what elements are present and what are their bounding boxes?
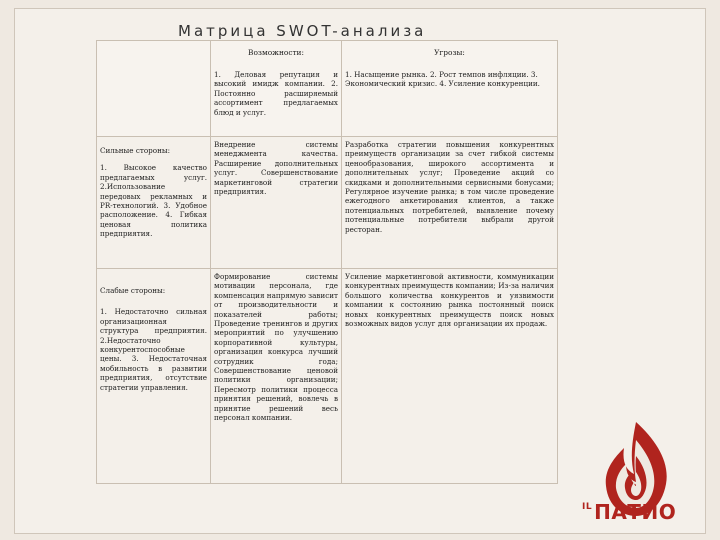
threats-list: 1. Насыщение рынка. 2. Рост темпов инфляции. 3. Экономический кризис. 4. Усиление конкуренции. [345, 70, 540, 89]
strengths-heading: Сильные стороны: [100, 146, 171, 155]
logo-prefix: IL [582, 502, 593, 512]
table-border [96, 483, 558, 484]
opportunities-header: Возможности: [248, 48, 304, 57]
opportunities-list: 1. Деловая репутация и высокий имидж компании. 2. Постоянно расширяемый ассортимент предлагаемых блюд и услуг. [214, 70, 338, 117]
swot-table [96, 40, 558, 484]
logo-name: ПАТИО [594, 500, 677, 524]
so-strategies: Внедрение системы менеджмента качества. Расширение дополнительных услуг. Совершенствование маркетинговой стратегии предприятия. [214, 140, 338, 197]
logo-wordmark [582, 500, 692, 524]
strengths-cell [97, 140, 210, 266]
table-border [557, 40, 558, 484]
weaknesses-cell [97, 274, 210, 480]
weaknesses-text: 1. Недостаточно сильная организационная структура предприятия. 2.Недостаточно конкурентоспособные цены. 3. Недостаточная мобильность в развитии предприятия, отсутствие стратегии управления. [100, 307, 207, 392]
strengths-text: 1. Высокое качество предлагаемых услуг. 2.Использование передовых рекламных и PR-технологий. 3. Удобное расположение. 4. Гибкая ценовая политика предприятия. [100, 163, 207, 239]
st-strategies: Разработка стратегии повышения конкурентных преимуществ организации за счет гибкой системы ценообразования, широкого ассортимента и дополнительных услуг; Проведение акций со скидками и дополнительными сервисными бонусами; Регулярное изучение рынка; в том числе проведение ежегодного анкетирования клиентов, а также потенциальных потребителей, выявление почему потенциальные потребители выбрали другой ресторан. [345, 140, 554, 234]
table-border [96, 40, 558, 41]
threats-header: Угрозы: [434, 48, 465, 57]
row-divider [96, 136, 558, 137]
wt-strategies: Усиление маркетинговой активности, коммуникации конкурентных преимуществ компании; Из-за наличия большого количества конкурентов и уязвимости компании к состоянию рынка постоянный поиск новых конкурентных преимуществ поиск новых возможных видов услуг для организации их продаж. [345, 272, 554, 329]
row-divider [96, 268, 558, 269]
weaknesses-heading: Слабые стороны: [100, 286, 166, 295]
wo-strategies: Формирование системы мотивации персонала, где компенсация напрямую зависит от производительности и показателей работы; Проведение тренингов и других мероприятий по улучшению корпоративной культуры, организация конкурса лучший сотрудник года; Совершенствование ценовой политики организации; Пересмотр политики процесса принятия решений, вовлечь в принятие решений весь персонал компании. [214, 272, 338, 423]
page-title: Матрица SWOT-анализа [178, 22, 427, 40]
